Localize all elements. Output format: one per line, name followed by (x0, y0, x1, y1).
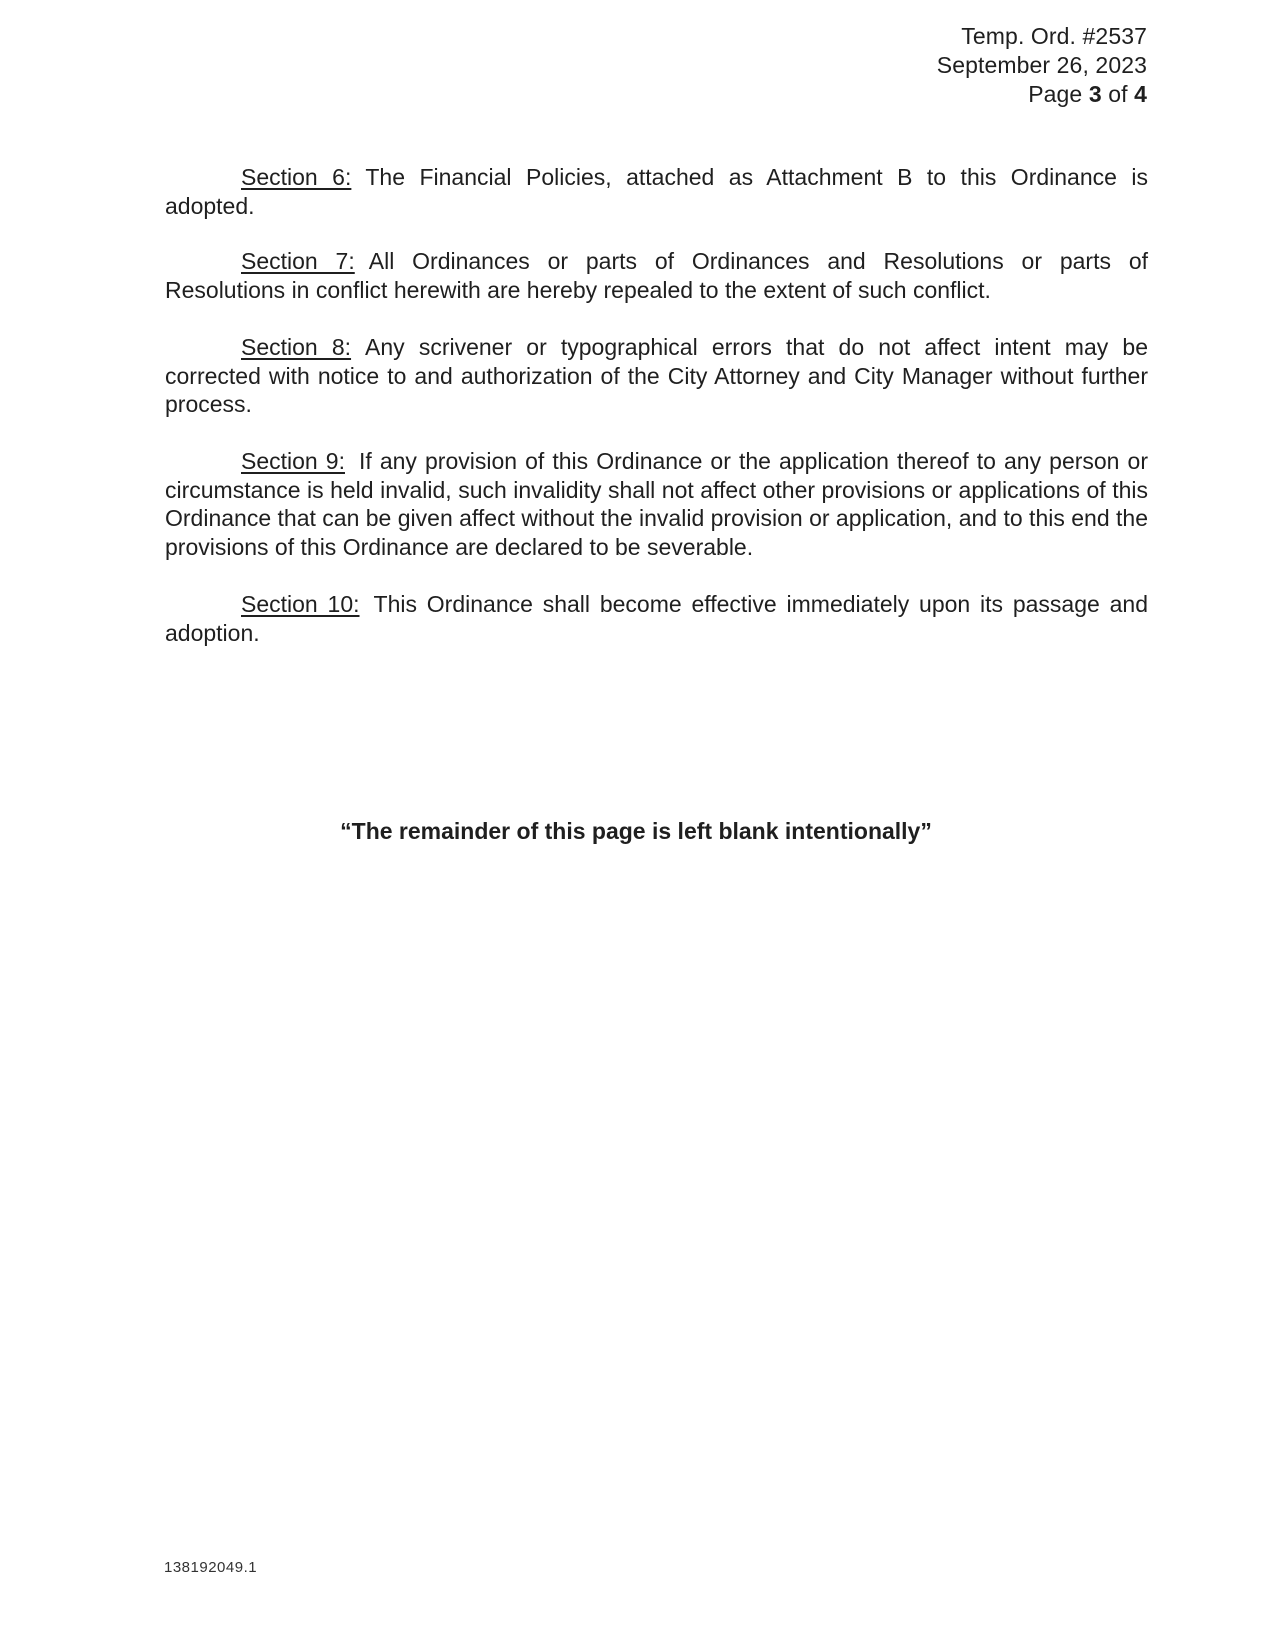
ordinance-date: September 26, 2023 (936, 52, 1147, 78)
section-9 (165, 447, 1148, 561)
section-10-label: Section 10: (241, 591, 360, 617)
page-prefix: Page (1028, 81, 1089, 107)
section-8 (165, 333, 1148, 419)
section-9-label: Section 9: (241, 448, 345, 474)
section-9-text: If any provision of this Ordinance or the application thereof to any person or circumstance is held invalid, such invalidity shall not affect other provisions or applications of this Ordinance that can be given affect without the invalid provision or application, and to this end the provisions of this Ordinance are declared to be severable. (165, 448, 1149, 560)
section-10-text: This Ordinance shall become effective immediately upon its passage and adoption. (165, 591, 1148, 646)
section-7-text: All Ordinances or parts of Ordinances and Resolutions or parts of Resolutions in conflict herewith are hereby repealed to the extent of such conflict. (165, 248, 1149, 303)
blank-page-notice: “The remainder of this page is left blank intentionally” (340, 818, 932, 844)
page-separator: of (1101, 81, 1135, 107)
document-id: 138192049.1 (164, 1559, 258, 1576)
page-total: 4 (1134, 81, 1147, 107)
ordinance-number: Temp. Ord. #2537 (961, 23, 1147, 49)
section-6-label: Section 6: (241, 164, 352, 190)
section-6-text: The Financial Policies, attached as Attachment B to this Ordinance is adopted. (165, 164, 1149, 219)
section-7 (165, 247, 1148, 304)
section-7-label: Section 7: (241, 248, 355, 274)
section-8-text: Any scrivener or typographical errors that do not affect intent may be corrected with notice to and authorization of the City Attorney and City Manager without further process. (165, 334, 1148, 417)
page-current: 3 (1088, 81, 1102, 107)
section-10 (165, 590, 1148, 647)
section-8-label: Section 8: (241, 334, 352, 360)
section-6 (165, 163, 1148, 220)
page-number (937, 80, 1147, 109)
page-header (937, 22, 1147, 109)
